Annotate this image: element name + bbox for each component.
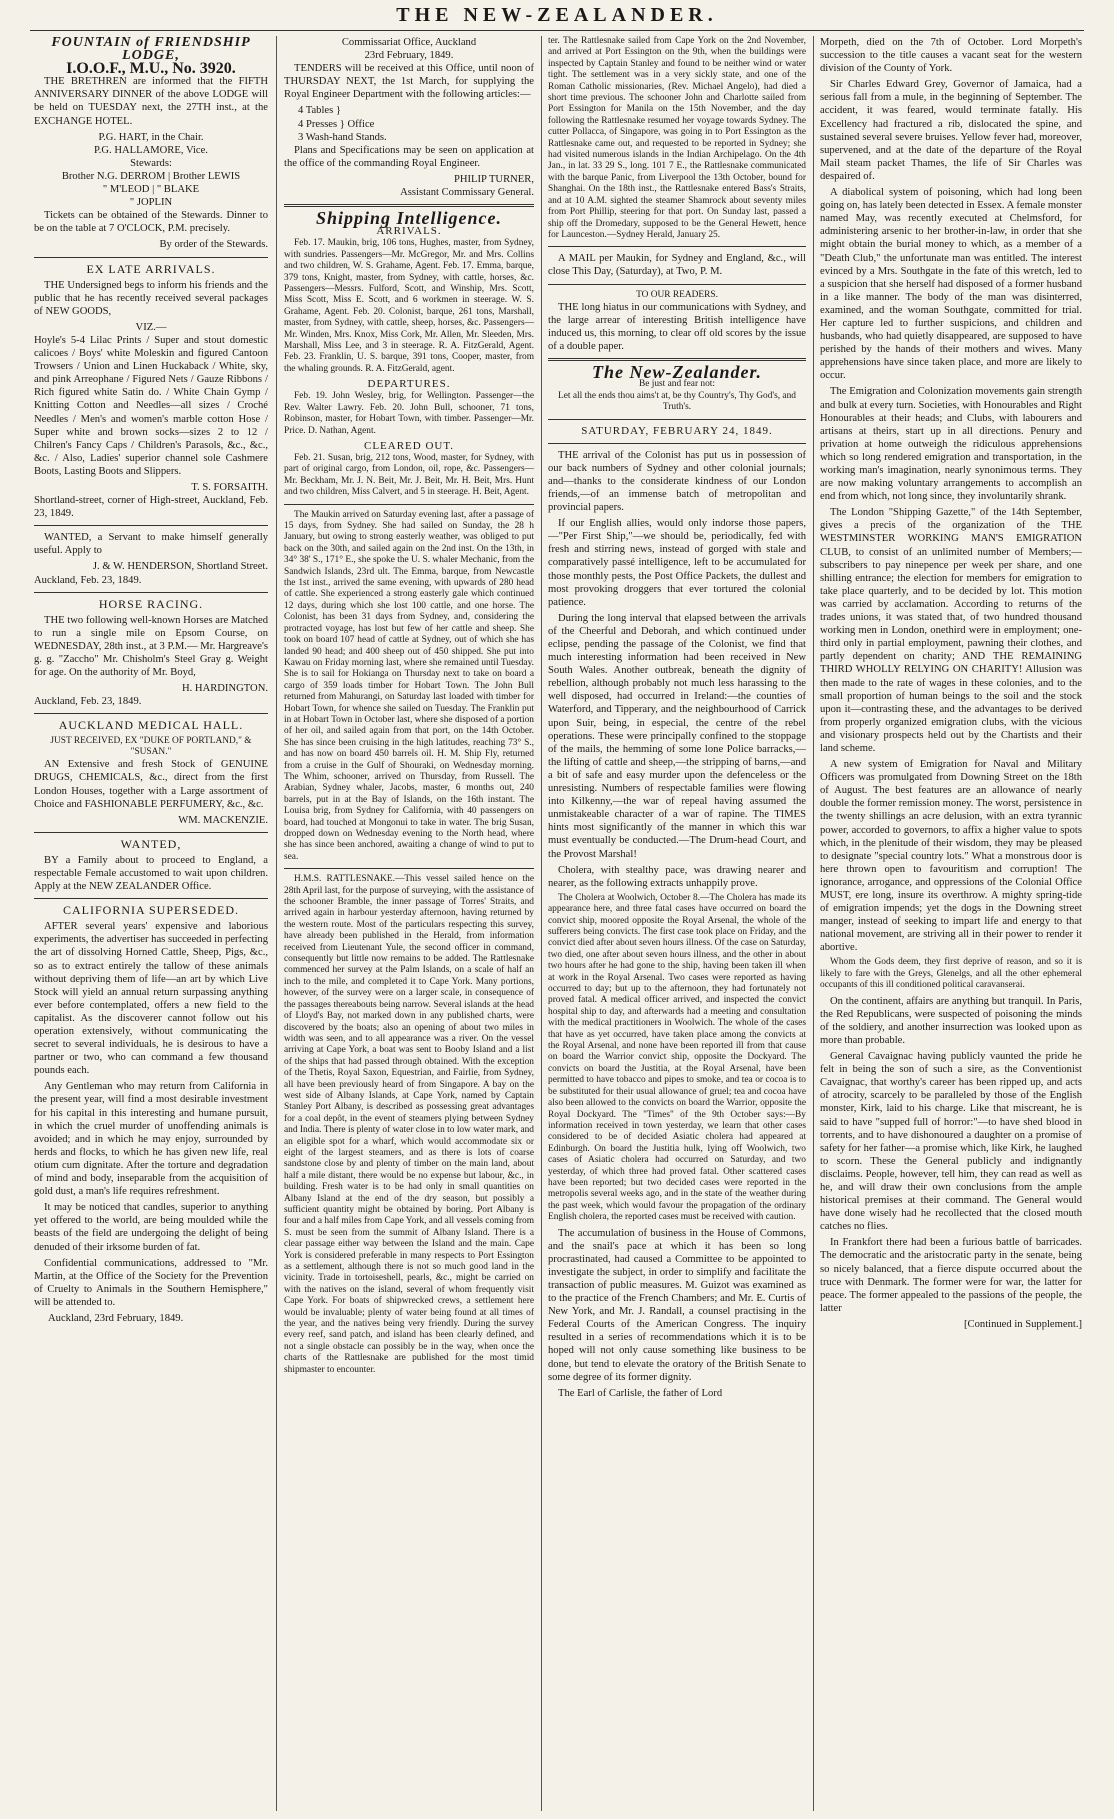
medical-hall-body: AN Extensive and fresh Stock of GENUINE DRUGS, CHEMICALS, &c., direct from the first London Houses, together with a Large assortment of Choice and FASHIONABLE PERFUMERY, &c., &c. [34, 759, 268, 810]
editorial-paragraph: During the long interval that elapsed between the arrivals of the Cheerful and Deborah, and which continued under eclipse, pending the passage of the Colonist, we find that much interesting information had been received in New South Wales. Another outbreak, beneath the dignity of rebellion, although probably not much less harassing to the well disposed, had occurred in Ireland:—the counties of Waterford, and Tipperary, and the neighbourhood of Carrick upon Suir, being, in especial, the centre of the rebel operations. These were principally confined to the stoppage of the mails, the hemming of some lone Police barracks,—the lifting of cattle and sheep,—the stripping of barns,—and a bit of safe and easy murder upon the defenceless or the unresisting. Numbers of respectable families were flowing into Kilkenny,—the war of repeal having assumed the unmistakeable character of a war of rapine. The TIMES hints most significantly of the manner in which this war must eventually be conducted.—The Drum-head Court, and the Provost Marshal! [548, 612, 806, 860]
lodge-signature: By order of the Stewards. [159, 239, 268, 251]
editorial-paragraph: Sir Charles Edward Grey, Governor of Jamaica, had a serious fall from a mule, in the beginning of September. The accident, it was feared, would terminate fatally. His Excellency had fractured a rib, dislocated the spine, and sustained several severe bruises. Yellow fever had, moreover, supervened, and at the date of the departure of the Royal Mail steam packet Thames, the life of Sir Charles was despaired of. [820, 79, 1082, 182]
editorial-paragraph: The accumulation of business in the House of Commons, and the snail's pace at which it has been so long procrastinated, had caused a Committee to be appointed to investigate the subject, in order to simplify and facilitate the transaction of public measures. M. Guizot was examined as to the practice of the French Chambers; and Mr. E. Curtis of New York, and Mr. J. Randall, a counsel practising in the Federal Courts of the American Congress. The inquiry resulted in a series of recommendations which it is to be hoped will not only cause something like business to be done, but tend to elevate the oratory of the British Senate to some degree of its former dignity. [548, 1227, 806, 1383]
commissariat-list: 4 Presses } Office [298, 118, 375, 130]
servant-body: WANTED, a Servant to make himself generally useful. Apply to [34, 532, 268, 557]
motto-line-1: Be just and fear not: [638, 379, 716, 390]
divider [548, 419, 806, 420]
horse-racing-signature: H. HARDINGTON. [181, 683, 268, 695]
divider [548, 443, 806, 444]
divider [548, 246, 806, 247]
servant-signature: J. & W. HENDERSON, Shortland Street. [92, 561, 268, 573]
commissariat-body-2: Plans and Specifications may be seen on application at the office of the commanding Royal Engineer. [284, 144, 534, 169]
divider [284, 504, 534, 505]
lodge-stewards: Brother N.G. DERROM | Brother LEWIS [61, 170, 241, 182]
lodge-title-2: LODGE, [122, 48, 180, 64]
lodge-body: THE BRETHREN are informed that the FIFTH ANNIVERSARY DINNER of the above LODGE will be held on TUESDAY next, the 27TH inst., at the EXCHANGE HOTEL. [34, 76, 268, 127]
departures-heading: DEPARTURES. [367, 378, 451, 391]
shipping-intelligence [284, 208, 534, 1376]
california-paragraph: It may be noticed that candles, superior to anything yet offered to the world, are being moulded while the beasts of the field are undergoing the delight of being denuded of their irksome burden of fat. [34, 1202, 268, 1253]
commissariat-body: TENDERS will be received at this Office, until noon of THURSDAY NEXT, the 1st March, for supplying the Royal Engineer Department with the following articles:— [284, 63, 534, 101]
editorial-paragraph: If our English allies, would only indorse those papers,—"Per First Ship,"—we should be, periodically, fed with fresh and stirring news, instead of gorged with stale and comparatively passé intelligence, left to be accumulated for those monthly pests, the Post Office Packets, the dullest and most provoking droggers that ever tortured the colonial patience. [548, 518, 806, 608]
medical-hall-heading: AUCKLAND MEDICAL HALL. [58, 718, 244, 733]
late-arrivals-heading: EX LATE ARRIVALS. [86, 261, 216, 276]
divider [284, 868, 534, 869]
lodge-stewards-label: Stewards: [130, 157, 172, 169]
column-divider [541, 36, 542, 1811]
column-2 [284, 36, 534, 1811]
editorial-paragraph: On the continent, affairs are anything but tranquil. In Paris, the Red Republicans, were suspected of poisoning the minds of the soldiery, and another insurrection was looked upon as more than probable. [820, 995, 1082, 1046]
shipping-heading: Shipping Intelligence. [315, 208, 503, 229]
california-ad [34, 904, 268, 1325]
wanted-body: BY a Family about to proceed to England, a respectable Female accustomed to wait upon children. Apply at the NEW ZEALANDER Office. [34, 854, 268, 893]
column-1 [34, 36, 268, 1811]
continued-note: [Continued in Supplement.] [964, 1318, 1082, 1330]
horse-racing-heading: HORSE RACING. [98, 596, 204, 611]
column-3 [548, 36, 806, 1811]
divider [34, 898, 268, 899]
lodge-stewards: " JOPLIN [129, 197, 173, 209]
horse-racing-ad [34, 598, 268, 709]
cholera-extract: The Cholera at Woolwich, October 8.—The Cholera has made its appearance here, and three fatal cases have occurred on board the convict ship, moored opposite the Royal Arsenal, the whole of the sufferers being convicts. The first case took place on Friday, and the convict died after about seven hours illness. Of the case on Saturday, two died, one after about seven hours illness, and the other in about two hours after he had gone to the ship, having been taken ill when at work in the Royal Arsenal. Two cases were reported as having occurred to day; but up to the afternoon, they had fortunately not proved fatal. A medical officer arrived, and inspected the convict hospital ship to day, and afterwards had a meeting and consultation with the medical practitioners in Woolwich. The whole of the cases that have as yet occurred, have taken place among the convicts at the Royal Arsenal, and none have been reported ill from that cause on board the Warrior convict ship, opposite the Dockyard. The convicts on board the Justitia, at the Royal Arsenal, have been permitted to have tobacco and pipes to smoke, and tea or cocoa is to be substituted for their usual allowance of gruel; tea and cocoa have also been allowed to the convicts on board the Warrior, opposite the Royal Dockyard. The "Times" of the 9th October says:—By information received in town yesterday, we learn that other cases considered to be of decided Asiatic cholera had appeared at Edinburgh. On board the Justitia hulk, lying off Woolwich, two cases of Asiatic cholera had occurred on Saturday, and two yesterday, of which three had proved fatal. Other scattered cases have been reported; but two decided cases were reported in the metropolis several weeks ago, and in the state of the weather during the past week, which would favour the propagation of the ordinary English cholera, the reported cases must be received with caution. [548, 892, 806, 1223]
medical-hall-sub: JUST RECEIVED, EX "DUKE OF PORTLAND," & "SUSAN." [50, 735, 252, 757]
lodge-number: I.O.O.F., M.U., No. 3920. [66, 60, 236, 78]
commissariat-head: Commissariat Office, Auckland [341, 37, 477, 48]
editorial-paragraph: A diabolical system of poisoning, which had long been going on, has lately been detected in Essex. A female monster named May, was recently executed at Chelmsford, for administering arsenic to her brother-in-law, in order that she might obtain the burial money to which, as a member of a "Death Club," the unfortunate man was entitled. The interest evinced by a Mrs. Southgate in the fate of this wretch, led to a suspicion that she herself had disposed of a former husband in a like manner. The body of the man was disinterred, examined, and the woman Southgate, committed for trial. Her capture led to further suspicions, and children and husbands, who had quietly disappeared, are supposed to have perished by the hands of their mothers and wives. Many apprehensions have since taken place, and more are likely to occur. [820, 187, 1082, 382]
commissariat-notice [284, 36, 534, 199]
editorial-paragraph: The Earl of Carlisle, the father of Lord [558, 1387, 723, 1399]
shipping-news: The Maukin arrived on Saturday evening last, after a passage of 15 days, from Sydney. She had sailed on Sunday, the 28 h January, but owing to strong easterly weather, was obliged to put back on the 30th, and sailed again on the 2nd inst. On the 13th, in 34° 38' S., 171° E., she spoke the U. S. whaler Mechanic, from the Sandwich Islands, 23rd ult. The Emma, barque, from Newcastle the 1st inst., arrived the same evening, with upwards of 280 head of cattle. She experienced a strong easterly gale which continued 12 days, during which she lost 100 cattle, and one horse. The Colonist, has been 31 days from Sydney, and, considering the protracted voyage, has lost but few of her cattle and sheep. She took on board 107 head of cattle at Sydney, out of which she has landed 90 head; and 400 sheep out of 450 shipped. She put into Kawau on Friday morning last, where she remained until Tuesday. She is to sail for Hokianga on Thursday next to take on board a cargo of 359 loads timber for Hobart Town. The John Bull returned from Mahurangi, on Saturday last loaded with timber for Hobart Town, for whence she sailed on Tuesday. The Franklin put in at Hobart Town in October last, where she disposed of a portion of her oil, and sailed again from that port, on the 14th October. She has since been cruising in the high latitudes, reaching 73° S., and has now on board 450 barrels oil. H. M. Ship Fly, returned from a cruise in the Gulf of Shouraki, on Wednesday morning. The Whim, schooner, arrived on Thursday, from Russell. The Arabian, Sydney whaler, Jacobs, master, 6 months out, 240 barrels, put in at the Bay of Islands, on the 16th instant. The Louisa brig, from Sydney for California, with 40 passengers on board, had touched at Mongonui to take in water. The brig Susan, dropped down on Wednesday evening to the North head, where she has since been anchored, awaiting a change of wind to put to sea. [284, 509, 534, 862]
readers-heading: TO OUR READERS. [636, 289, 718, 300]
masthead: THE NEW-ZEALANDER. [396, 4, 718, 26]
editorial-paragraph: General Cavaignac having publicly vaunted the pride he felt in being the son of such a sire, as the Conventionist Cavaignac, that worthy's career has been ripped up, and acts of atrocity, scarcely to be paralleled by those of the English monster, Kirk, laid to his charge. Like that miscreant, he is said to have "supped full of horror:"—to have shed blood in torrents, and to have dishonoured a daughter on a promise of safety for her father—a promise which, like Kirk, he laughed to scorn. These the General publicly and indignantly disclaims. People, however, tell him, they can read as well as he, and will draw their own conclusions from the ample historical premises at their command. The General would have done wisely had he recollected that the closed mouth catches no flies. [820, 1051, 1082, 1233]
lodge-chair: P.G. HART, in the Chair. [98, 131, 204, 143]
paper-title: The New-Zealander. [592, 362, 762, 383]
late-arrivals-address: Shortland-street, corner of High-street, Auckland, Feb. 23, 1849. [34, 495, 268, 520]
servant-ad [34, 531, 268, 586]
editorial-paragraph: Morpeth, died on the 7th of October. Lord Morpeth's succession to the title causes a vacant seat for the western division of the County of York. [820, 37, 1082, 75]
commissariat-signature: PHILIP TURNER, [453, 173, 534, 185]
arrivals-list: Feb. 17. Maukin, brig, 106 tons, Hughes, master, from Sydney, with sundries. Passengers—Mr. McGregor, Mr. and Mrs. Collins and two children, W. S. Grahame, Agent. Feb. 17. Emma, barque, 379 tons, Knight, master, from Sydney, with cattle, horses, &c. Passengers—Messrs. Fulford, Scott, and Winship, Mrs. Scott, Miss Scott, Miss E. Scott, and 6 workmen in steerage. W. S. Grahame, Agent. Feb. 20. Colonist, barque, 261 tons, Marshall, master, from Sydney, with cattle, sheep, horses, &c. Passengers—Mr. Winden, Mrs. Knox, Miss Cork, Mr. Allen, Mr. Sleeden, Mrs. Marshall, Miss Lee, and 3 in steerage. R. A. FitzGerald, Agent. Feb. 23. Franklin, U. S. barque, 391 tons, Cooper, master, from the whaling grounds. R. A. FitzGerald, agent. [284, 238, 534, 374]
editorial-quote: Whom the Gods deem, they first deprive of reason, and so it is likely to fare with the Greys, Glenelgs, and all the other ephemeral occupants of this ill conditioned political caravanserai. [820, 957, 1082, 991]
wanted-ad [34, 838, 268, 893]
horse-racing-body: THE two following well-known Horses are Matched to run a single mile on Epsom Course, on WEDNESDAY, 28th inst., at 3 P.M.— Mr. Hargreave's g. g. "Zaccho" Mr. Chisholm's Steel Gray g. Weight for age. On the authority of Mr. Boyd, [34, 614, 268, 679]
lodge-tickets: Tickets can be obtained of the Stewards. Dinner to be on the table at 7 O'CLOCK, P.M. precisely. [34, 210, 268, 235]
late-arrivals-intro: THE Undersigned begs to inform his friends and the public that he has recently received several packages of NEW GOODS, [34, 279, 268, 317]
california-paragraph: Any Gentleman who may return from California in the present year, will find a most desirable investment for his capital in this interesting and humane pursuit, in which the cruel murder of unoffending animals is avoided; and in which he may enjoy, surrounded by herds and flocks, to which he has given new life, real otium cum dignitate. After the torture and degradation of mind and body, inseparable from the acquisition of gold dust, a man's life requires refreshment. [34, 1081, 268, 1198]
editorial-paragraph: The Emigration and Colonization movements gain strength and bulk at every turn. Societies, with Honourables and Right Honourables at their heads; and Clubs, with labourers and artisans at theirs, start up in all directions. Penury and privation at home outweigh the ridiculous apprehensions which so long rendered emigration and transportation, in the working man's imagination, nearly synonimous terms. They are now making voluntary arrangements to accomplish an end from which, not long since, they involuntarily shrank. [820, 386, 1082, 503]
california-paragraph: AFTER several years' expensive and laborious experiments, the advertiser has succeeded in perfecting the art of dissolving Horned Cattle, Sheep, Pigs, &c., so as to extract entirely the tallow of these animals without depriving them of life—an art by which Live Stock will yield an annual return surpassing anything ever before contemplated, offers a new field to the capitalist. As the discoverer cannot follow out his operation extensively, without communicating the secret to several individuals, he is desirous to have a partner or two, who can command a few thousand pounds each. [34, 921, 268, 1077]
editorial-paragraph: In Frankfort there had been a furious battle of barricades. The democratic and the aristocratic party in the senate, being so nicely balanced, that a fierce dispute occurred about the truce with Denmark. The former were for war, the latter for peace. The former appealed to the passions of the people, the latter [820, 1237, 1082, 1314]
cleared-list: Feb. 21. Susan, brig, 212 tons, Wood, master, for Sydney, with part of original cargo, from London, oil, rope, &c. Passengers—Mr. Beckham, Mr. J. N. Beit, Mr. J. Beit, Mr. H. Beit, Mrs. Hunt and two children, Miss Calvert, and 5 in steerage. H. Beit, Agent. [284, 453, 534, 498]
california-paragraph: Confidential communications, addressed to "Mr. Martin, at the Office of the Society for the Prevention of Cruelty to Animals in the Southern Hemisphere," will be attended to. [34, 1257, 268, 1308]
late-arrivals-viz: VIZ.— [135, 321, 167, 333]
divider [34, 713, 268, 714]
readers-notice: THE long hiatus in our communications with Sydney, and the large arrear of interesting British intelligence have induced us, this morning, to clear off old scores by the issue of a double paper. [548, 301, 806, 353]
column-divider [813, 36, 814, 1811]
medical-hall-ad [34, 719, 268, 826]
california-heading: CALIFORNIA SUPERSEDED. [62, 903, 240, 918]
california-date: Auckland, 23rd February, 1849. [48, 1312, 184, 1324]
divider [284, 204, 534, 207]
horse-racing-date: Auckland, Feb. 23, 1849. [34, 696, 142, 708]
editorial-paragraph: THE arrival of the Colonist has put us in possession of our back numbers of Sydney and other colonial journals; and—thanks to the considerate kindness of our London friends,—of an immense batch of metropolitan and provincial papers. [548, 449, 806, 514]
editorial-paragraph: The London "Shipping Gazette," of the 14th September, gives a precis of the organization of the THE WESTMINSTER WORKING MAN'S EMIGRATION CLUB, to consist of an unlimited number of Members;—subscribers to pay ninepence per week per share, and one shilling entrance; the election for members for emigration to take place quarterly, and to be decided by lot. This motion was carried by acclamation. According to returns of the trades unions, it was stated that, of two hundred thousand working men in London, onethird were in employment; one-third only in partial employment, pawning their clothes, and partly dependent on charity; AND THE REMAINING THIRD WHOLLY RELYING ON CHARITY! Allusion was then made to the rate of wages in these colonies, and to the small proportion of human beings to the soil and the stock upon it—contrasting these, and the advantages to be derived from properly organized emigration clubs, with the vicious and visionary prospects held out by the Chartists and their land scheme. [820, 507, 1082, 754]
commissariat-date: 23rd February, 1849. [364, 50, 454, 62]
late-arrivals-items: Hoyle's 5-4 Lilac Prints / Super and stout domestic calicoes / Boys' white Moleskin and figured Cantoon Trowsers / Union and Linen Huckaback / White, sky, and pink Arreophane / Figured Nets / Gauze Ribbons / Rich figured white Satin do. / White Chain Gymp / Knitting Cotton and Needles—all sizes / Croché Needles / Men's and women's marble cotton Hose / Super white and brown socks—sizes 2 to 12 / Chilren's Fancy Caps / Children's Parasols, &c., &c., &c. / Also, Ladies' superior channel sole Cashmere Boots, Lasting Boots and Slippers. [34, 334, 268, 477]
dateline: SATURDAY, FEBRUARY 24, 1849. [581, 424, 773, 437]
divider [548, 358, 806, 361]
lodge-vice: P.G. HALLAMORE, Vice. [94, 144, 208, 156]
wanted-heading: WANTED, [120, 836, 182, 851]
lodge-stewards: " M'LEOD | " BLAKE [102, 184, 200, 196]
late-arrivals-signature: T. S. FORSAITH. [191, 482, 268, 493]
commissariat-list: 4 Tables } [298, 105, 341, 117]
departures-list: Feb. 19. John Wesley, brig, for Wellington. Passenger—the Rev. Walter Lawry. Feb. 20. John Bull, schooner, 71 tons, Robinson, master, for Hobart Town, with timber. Passenger—Mr. Price. D. Nathan, Agent. [284, 391, 534, 436]
commissariat-signature-title: Assistant Commissary General. [400, 187, 534, 199]
divider [34, 592, 268, 593]
commissariat-list: 3 Wash-hand Stands. [298, 131, 387, 143]
rattlesnake-continued: ter. The Rattlesnake sailed from Cape York on the 2nd November, and arrived at Port Essington on the 9th, when the buildings were inspected by Captain Stanley and found to be neither wind or water tight. The settlement was in a very sickly state, and one of the Roman Catholic missionaries, (Rev. Michael Angelo), had died a short time previous. The schooner John and Charlotte sailed from Port Essington for Manila on the 15th November, and the day following the Rattlesnake resumed her voyage towards Sydney. The cutter Pollacca, of Singapore, was going in to Port Essington as the Rattlesnake came out, and requested to be reported in Sydney; she had visited numerous islands in the Indian Archipelago. On the 4th Jan., in lat. 33 29 S., long. 101 7 E., the Rattlesnake communicated with the barque Panic, from Liverpool the 13th October, bound for Shanghai. On the 18th inst., the Rattlesnake entered Bass's Straits, and at 10 A.M. sighted the steamer Shamrock about seventy miles from Port Phillip, steering for that port. On Sunday last, passed a ship off the Dromedary, supposed to be the General Hewett, hence for Launceston.—Sydney Herald, January 25. [548, 36, 806, 240]
divider [548, 284, 806, 285]
column-4 [820, 36, 1082, 1811]
divider [34, 525, 268, 526]
motto-line-2: Let all the ends thou aims't at, be thy Country's, Thy God's, and Truth's. [558, 390, 796, 413]
lodge-notice [34, 36, 268, 252]
servant-date: Auckland, Feb. 23, 1849. [34, 574, 142, 586]
rattlesnake-report: H.M.S. RATTLESNAKE.—This vessel sailed hence on the 28th April last, for the purpose of surveying, with the assistance of the schooner Bramble, the inner passage of Torres' Straits, and arrived again in harbour yesterday afternoon, having returned by the western route. Most of the particulars respecting this survey, have already been published in the Herald, from information received from Lieutenant Yule, the second officer in command, consequently but little now remains to be added. The Rattlesnake commenced her survey at the Palm Islands, on a scale of half an inch to the mile, and completed it to Cape York. Many portions, however, of the survey were on a larger scale, in consequence of the passages thereabouts being narrow. Several islands at the head of Lloyd's Bay, not marked down in any published charts, were discovered by the boats; also an opening of about two miles in width was seen, and to all appearance was a river. On the vessel arriving at Cape York, a boat was sent to Booby Island and a list of the ships that had passed through obtained. With the exception of the Thetis, Royal Saxon, Equestrian, and Fairlie, from Sydney, all have been previously heard of from Singapore. A bay on the west side of Albany Islands, at Cape York, named by Captain Stanley Port Albany, is described as possessing great advantages for a coal depôt, in the event of steamers plying between Sydney and India. There is plenty of water close in to low water mark, and an eligible spot for a wharf, which would accommodate six or eight of the largest steamers, and as there is lots of coarse sandstone close by and plenty of timber on the main land, about half a mile distant, there would be no expense but labour, &c., in building. Fresh water is to be had only in small quantities on Albany Island at the end of the dry season, but possibly a sufficient quantity might be obtained by boring. Port Albany is four and a half miles from Cape York, and all vessels coming from S. must be seen from the summit of Albany Island. There is a clear passage either way between the Island and the main. Cape York is considered preferable in many respects to Port Essington as a settlement, although there is not so much good land in the vicinity. Trade in tortoiseshell, pearls, &c., might be carried on with the natives on the island, several of whom frequently visit Cape York. For boats of shipwrecked crews, a settlement here would be invaluable; plenty of water being found at all times of the year, and the natives being very friendly. During the survey every reef, sand patch, and island has been clearly defined, and not a single obstacle can possibly be in the way, when once the charts of the Rattlesnake are published for the most timid shipmaster to encounter. [284, 874, 534, 1375]
divider [34, 832, 268, 833]
mail-notice: A MAIL per Maukin, for Sydney and England, &c., will close This Day, (Saturday), at Two, P. M. [548, 253, 806, 278]
divider [34, 257, 268, 258]
column-divider [276, 36, 277, 1811]
medical-hall-signature: WM. MACKENZIE. [178, 814, 268, 826]
late-arrivals-ad [34, 263, 268, 521]
cleared-heading: CLEARED OUT. [363, 439, 454, 452]
arrivals-heading: ARRIVALS. [376, 225, 442, 238]
editorial-paragraph: A new system of Emigration for Naval and Military Officers was promulgated from Downing Street on the 18th of August. The best features are an allowance of nearly double the former remission money. The worst, persistence in the twenty shillings an acre delusion, with an extra tyrannic power, accorded to governors, to affix a higher value to spots which, in the plenitude of their wisdom, they may be pleased to designate "special country lots." What a monstrous door is here thrown open to favouritism and corruption! The ignorance, arrogance, and oppressions of the Colonial Office MUST, ere long, insure its overthrow. A mighty spring-tide of emigration impends; yet the dogs in the Downing street manger, instead of seeking to impart life and energy to that national movement, are striving all in their power to render it abortive. [820, 759, 1082, 954]
editorial-paragraph: Cholera, with stealthy pace, was drawing nearer and nearer, as the following extracts unhappily prove. [548, 864, 806, 889]
masthead-rule [30, 30, 1084, 31]
lodge-title: FOUNTAIN of FRIENDSHIP [51, 36, 251, 50]
